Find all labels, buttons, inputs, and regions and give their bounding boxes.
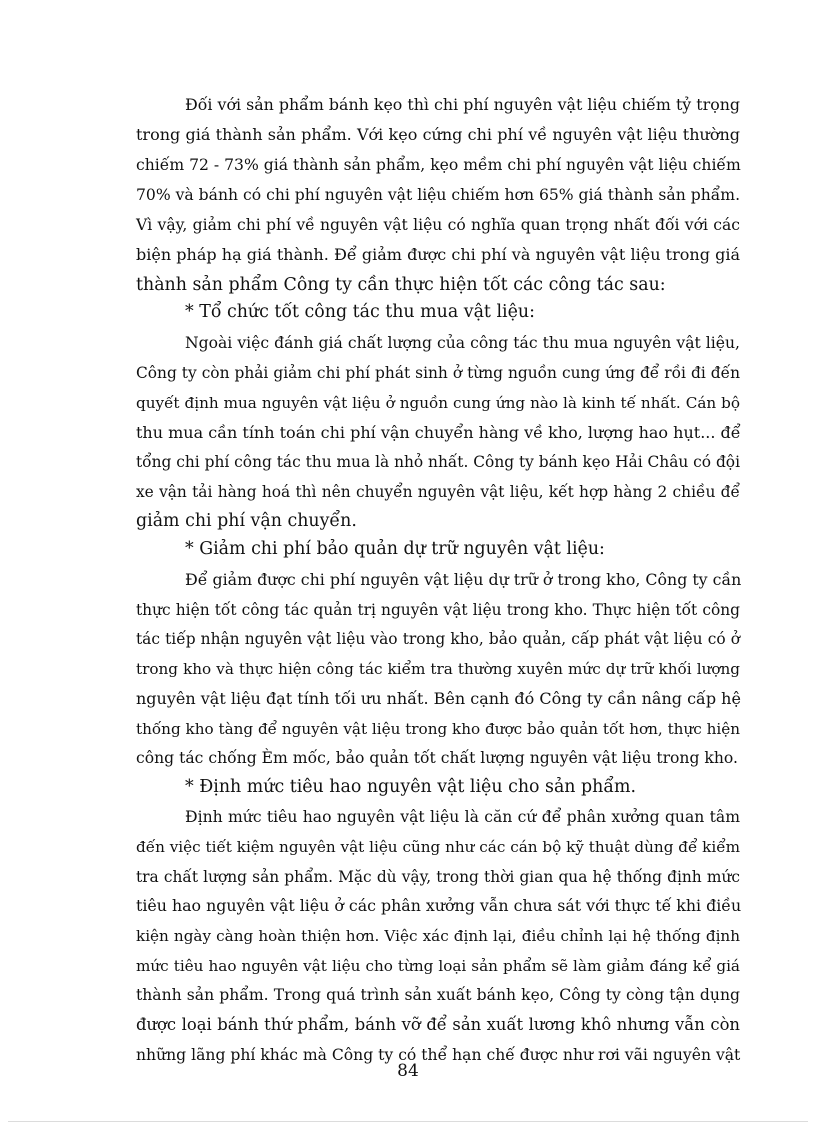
paragraph-line: trong giá thành sản phẩm. Với kẹo cứng chi phí về nguyên vật liệu thường xyxy=(136,125,740,144)
paragraph-line: đến việc tiết kiệm nguyên vật liệu cũng như các cán bộ kỹ thuật dùng để kiểm xyxy=(136,838,740,856)
paragraph-line: Đối với sản phẩm bánh kẹo thì chi phí nguyên vật liệu chiếm tỷ trọng xyxy=(185,95,740,114)
paragraph-line: thu mua cần tính toán chi phí vận chuyển hàng về kho, lượng hao hụt... để xyxy=(136,423,741,442)
paragraph-line: Ngoài việc đánh giá chất lượng của công tác thu mua nguyên vật liệu, xyxy=(185,334,740,352)
paragraph-line: tra chất lượng sản phẩm. Mặc dù vậy, trong thời gian qua hệ thống định mức xyxy=(136,868,740,886)
page-bottom-rule xyxy=(8,1121,808,1122)
paragraph-line: thành sản phẩm. Trong quá trình sản xuất bánh kẹo, Công ty còng tận dụng xyxy=(136,986,740,1004)
section-heading: * Giảm chi phí bảo quản dự trữ nguyên vật liệu: xyxy=(185,539,605,559)
paragraph-line: Định mức tiêu hao nguyên vật liệu là căn cứ để phân xưởng quan tâm xyxy=(185,808,740,826)
paragraph-line: công tác chống Èm mốc, bảo quản tốt chất lượng nguyên vật liệu trong kho. xyxy=(136,749,738,767)
paragraph-line: thành sản phẩm Công ty cần thực hiện tốt các công tác sau: xyxy=(136,275,666,295)
paragraph-line: được loại bánh thứ phẩm, bánh vỡ để sản xuất lương khô nhưng vẫn còn xyxy=(136,1015,740,1034)
paragraph-line: biện pháp hạ giá thành. Để giảm được chi phí và nguyên vật liệu trong giá xyxy=(136,245,740,264)
page-number: 84 xyxy=(397,1061,419,1081)
paragraph-line: trong kho và thực hiện công tác kiểm tra thường xuyên mức dự trữ khối lượng xyxy=(136,660,740,678)
paragraph-line: Để giảm được chi phí nguyên vật liệu dự trữ ở trong kho, Công ty cần xyxy=(185,570,742,589)
paragraph-line: mức tiêu hao nguyên vật liệu cho từng loại sản phẩm sẽ làm giảm đáng kể giá xyxy=(136,957,740,975)
paragraph-line: tác tiếp nhận nguyên vật liệu vào trong kho, bảo quản, cấp phát vật liệu có ở xyxy=(136,630,740,648)
paragraph-line: xe vận tải hàng hoá thì nên chuyển nguyên vật liệu, kết hợp hàng 2 chiều để xyxy=(136,483,740,501)
paragraph-line: Vì vậy, giảm chi phí về nguyên vật liệu có nghĩa quan trọng nhất đối với các xyxy=(136,216,740,234)
paragraph-line: những lãng phí khác mà Công ty có thể hạn chế được như rơi vãi nguyên vật xyxy=(136,1046,741,1064)
paragraph-line: giảm chi phí vận chuyển. xyxy=(136,511,357,531)
paragraph-line: tiêu hao nguyên vật liệu ở các phân xưởng vẫn chưa sát với thực tế khi điều xyxy=(136,896,742,915)
paragraph-line: chiếm 72 - 73% giá thành sản phẩm, kẹo mềm chi phí nguyên vật liệu chiếm xyxy=(136,156,741,174)
paragraph-line: thống kho tàng để nguyên vật liệu trong kho được bảo quản tốt hơn, thực hiện xyxy=(136,720,740,738)
section-heading: * Định mức tiêu hao nguyên vật liệu cho sản phẩm. xyxy=(185,777,637,797)
paragraph-line: Công ty còn phải giảm chi phí phát sinh ở từng nguồn cung ứng để rồi đi đến xyxy=(136,364,740,382)
paragraph-line: kiện ngày càng hoàn thiện hơn. Việc xác định lại, điều chỉnh lại hệ thống định xyxy=(136,927,740,945)
paragraph-line: thực hiện tốt công tác quản trị nguyên vật liệu trong kho. Thực hiện tốt công xyxy=(136,601,740,619)
paragraph-line: quyết định mua nguyên vật liệu ở nguồn cung ứng nào là kinh tế nhất. Cán bộ xyxy=(136,394,740,412)
paragraph-line: nguyên vật liệu đạt tính tối ưu nhất. Bên cạnh đó Công ty cần nâng cấp hệ xyxy=(136,689,741,708)
paragraph-line: tổng chi phí công tác thu mua là nhỏ nhất. Công ty bánh kẹo Hải Châu có đội xyxy=(136,453,740,471)
section-heading: * Tổ chức tốt công tác thu mua vật liệu: xyxy=(185,302,535,322)
paragraph-line: 70% và bánh có chi phí nguyên vật liệu chiếm hơn 65% giá thành sản phẩm. xyxy=(136,186,741,204)
